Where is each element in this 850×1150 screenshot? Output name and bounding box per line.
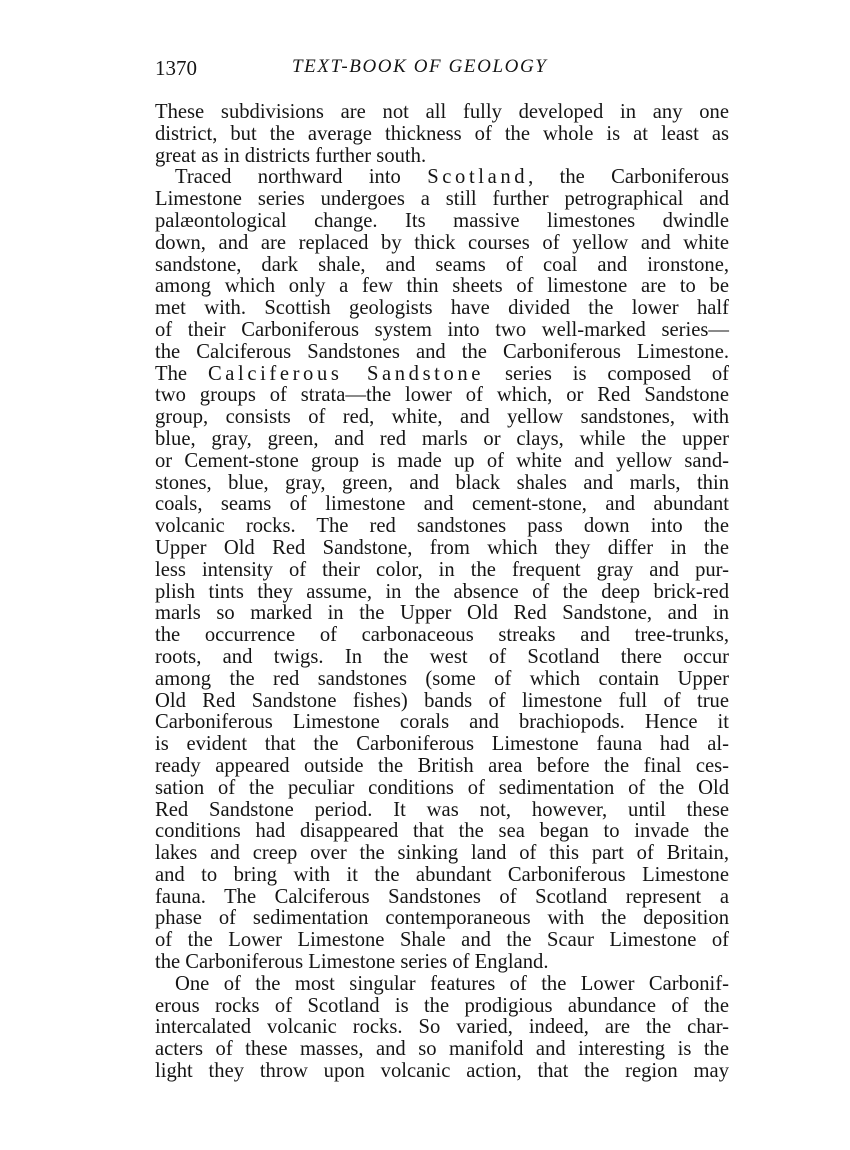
text-line: among which only a few thin sheets of limestone are to be [155, 275, 729, 298]
text-line: sation of the peculiar conditions of sedimentation of the Old [155, 776, 729, 799]
text-line: coals, seams of limestone and cement-stone, and abundant [155, 493, 729, 516]
text-segment: The [155, 362, 208, 385]
text-line: great as in districts further south. [155, 144, 427, 167]
text-line: fauna. The Calciferous Sandstones of Scotland represent a [155, 885, 729, 908]
letterspaced-term: Calciferous Sandstone [207, 362, 485, 385]
text-line: group, consists of red, white, and yellow sandstones, with [155, 406, 729, 429]
paragraph [155, 974, 729, 1083]
text-segment: series is composed of [484, 362, 729, 385]
text-line: met with. Scottish geologists have divided the lower half [155, 297, 729, 320]
text-segment: Traced northward into [175, 166, 428, 189]
text-line: and to bring with it the abundant Carboniferous Limestone [155, 863, 729, 886]
text-line: district, but the average thickness of the whole is at least as [155, 122, 729, 145]
text-line: intercalated volcanic rocks. So varied, indeed, are the char- [155, 1016, 729, 1039]
text-line: roots, and twigs. In the west of Scotland there occur [155, 645, 729, 668]
text-line: the occurrence of carbonaceous streaks and tree-trunks, [155, 624, 729, 647]
text-line: phase of sedimentation contemporaneous with the deposition [155, 907, 729, 930]
body-text [155, 102, 729, 1083]
text-line: Carboniferous Limestone corals and brachiopods. Hence it [155, 711, 729, 734]
text-line: among the red sandstones (some of which contain Upper [155, 667, 729, 690]
page-number: 1370 [155, 56, 197, 80]
text-line: marls so marked in the Upper Old Red Sandstone, and in [155, 602, 729, 625]
text-line [155, 364, 729, 386]
text-line: or Cement-stone group is made up of white and yellow sand- [155, 449, 729, 472]
text-line: of the Lower Limestone Shale and the Scaur Limestone of [155, 929, 729, 952]
paragraph [155, 102, 729, 167]
running-title: TEXT-BOOK OF GEOLOGY [292, 56, 548, 77]
text-line: palæontological change. Its massive limestones dwindle [155, 209, 729, 232]
text-line: Old Red Sandstone fishes) bands of limestone full of true [155, 689, 729, 712]
page-header [155, 56, 728, 82]
text-line: volcanic rocks. The red sandstones pass down into the [155, 515, 729, 538]
text-line: Limestone series undergoes a still further petrographical and [155, 188, 729, 211]
text-line: two groups of strata—the lower of which, or Red Sandstone [155, 384, 729, 407]
text-line: Upper Old Red Sandstone, from which they differ in the [155, 536, 729, 559]
text-line: conditions had disappeared that the sea began to invade the [155, 820, 729, 843]
text-line: erous rocks of Scotland is the prodigious abundance of the [155, 994, 729, 1017]
text-line: light they throw upon volcanic action, that the region may [155, 1060, 729, 1083]
text-line: Red Sandstone period. It was not, however, until these [155, 798, 729, 821]
text-line: blue, gray, green, and red marls or clays, while the upper [155, 427, 729, 450]
text-line: These subdivisions are not all fully developed in any one [155, 101, 729, 123]
text-line: One of the most singular features of the Lower Carbonif- [175, 972, 729, 995]
text-line: lakes and creep over the sinking land of this part of Britain, [155, 842, 729, 865]
letterspaced-term: Scotland [427, 166, 529, 189]
text-line: down, and are replaced by thick courses of yellow and white [155, 231, 729, 254]
text-line: less intensity of their color, in the frequent gray and pur- [155, 558, 729, 581]
text-line: acters of these masses, and so manifold and interesting is the [155, 1038, 729, 1061]
paragraph [155, 167, 729, 973]
text-line [155, 167, 729, 189]
text-line: stones, blue, gray, green, and black shales and marls, thin [155, 471, 729, 494]
text-line: ready appeared outside the British area before the final ces- [155, 754, 729, 777]
text-line: is evident that the Carboniferous Limestone fauna had al- [155, 733, 729, 756]
text-line: the Calciferous Sandstones and the Carboniferous Limestone. [155, 340, 729, 363]
text-line: plish tints they assume, in the absence of the deep brick-red [155, 580, 729, 603]
text-segment: , the Carboniferous [528, 166, 729, 189]
text-line: the Carboniferous Limestone series of England. [155, 951, 549, 974]
text-line: of their Carboniferous system into two well-marked series— [155, 318, 729, 341]
text-line: sandstone, dark shale, and seams of coal and ironstone, [155, 253, 729, 276]
